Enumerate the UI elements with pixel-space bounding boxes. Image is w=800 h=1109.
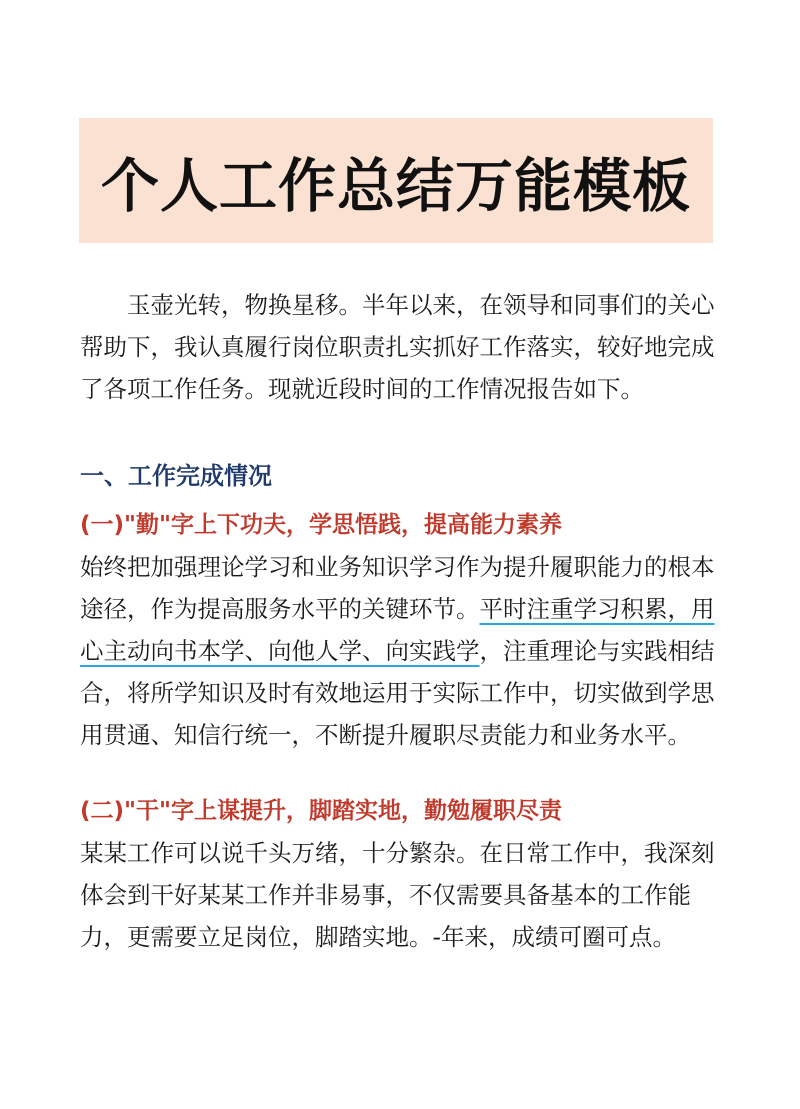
sub1-paragraph <box>80 546 720 756</box>
intro-paragraph: 玉壶光转，物换星移。半年以来，在领导和同事们的关心帮助下，我认真履行岗位职责扎实抓好工作落实，较好地完成了各项工作任务。现就近段时间的工作情况报告如下。 <box>80 291 715 403</box>
sub1-text-before: 始终把加强理论学习和业务知识学习作为提升履职能力的根本途径，作为提高服务水平的关键环节。 <box>80 553 715 623</box>
sub2-paragraph: 某某工作可以说千头万绪，十分繁杂。在日常工作中，我深刻体会到干好某某工作并非易事，不仅需要具备基本的工作能力，更需要立足岗位，脚踏实地。-年来，成绩可圈可点。 <box>80 839 715 951</box>
sub-heading-2: (二)"干"字上谋提升，脚踏实地，勤勉履职尽责 <box>80 798 562 824</box>
document-body <box>80 284 720 958</box>
section-heading-work-completion: 一、工作完成情况 <box>80 462 272 490</box>
sub1-text-after: ，注重理论与实践相结合，将所学知识及时有效地运用于实际工作中，切实做到学思用贯通、知信行统一，不断提升履职尽责能力和业务水平。 <box>80 637 715 749</box>
sub1-underlined-text-2: 用心主动向书本学、向他人学、向实践学 <box>80 595 715 665</box>
page-title: 个人工作总结万能模板 <box>100 151 691 220</box>
title-banner <box>79 118 713 243</box>
sub-heading-1: (一)"勤"字上下功夫，学思悟践，提高能力素养 <box>80 512 562 538</box>
sub1-underlined-text-1: 平时注重学习积累， <box>479 595 691 623</box>
